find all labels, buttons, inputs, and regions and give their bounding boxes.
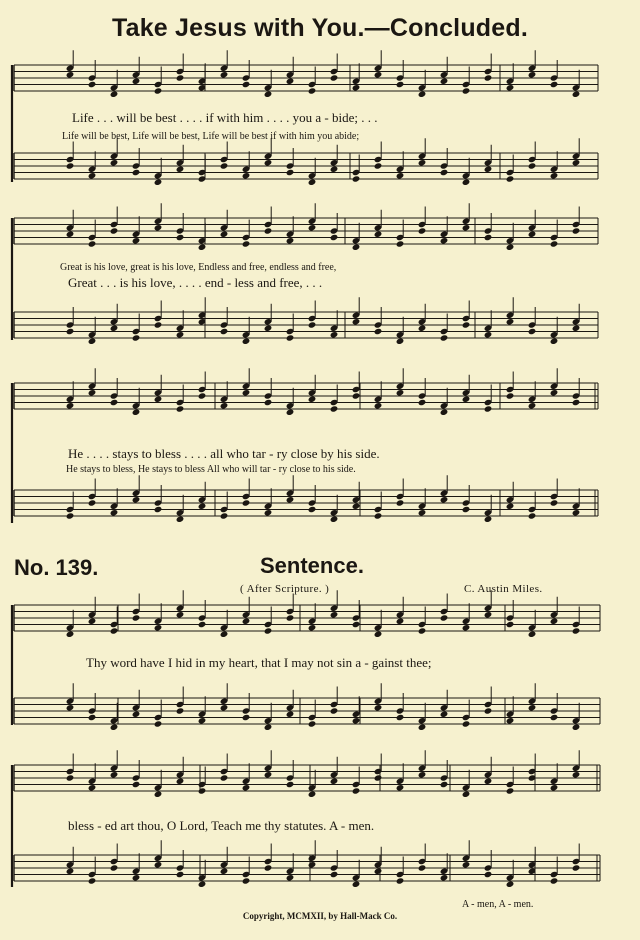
note-head [308, 321, 317, 328]
note-head [418, 864, 427, 871]
note-head [330, 234, 339, 241]
system-1-treble-lyrics: Life . . . will be best . . . . if with him . . . . you a - bide; . . . [72, 110, 378, 125]
note-head [132, 781, 141, 788]
source-credit: ( After Scripture. ) [240, 583, 330, 595]
note-head [440, 781, 449, 788]
note-head [220, 328, 229, 335]
note-head [154, 87, 163, 94]
note-head [264, 227, 273, 234]
note-head [484, 516, 493, 523]
note-head [374, 868, 383, 875]
note-head [506, 621, 515, 628]
note-head [66, 328, 75, 335]
note-head [308, 224, 317, 231]
system-4-lyrics: Thy word have I hid in my heart, that I may not sin a - gainst thee; [86, 655, 432, 670]
note-head [506, 318, 515, 325]
note-head [330, 74, 339, 81]
note-head [462, 624, 471, 631]
note-head [176, 331, 185, 338]
note-head [132, 614, 141, 621]
system-1-bass-lyrics: Life will be best, Life will be best, Life will be best if with him you abide; [62, 131, 360, 142]
note-head [132, 169, 141, 176]
note-head [484, 405, 493, 412]
note-head [330, 516, 339, 523]
note-head [330, 707, 339, 714]
system-5-bass-lyrics: A - men, A - men. [462, 899, 534, 910]
note-head [308, 179, 317, 186]
note-head [88, 784, 97, 791]
note-head [286, 614, 295, 621]
note-head [110, 399, 119, 406]
note-head [506, 244, 515, 251]
note-head [176, 611, 185, 618]
note-head [506, 717, 515, 724]
note-head [88, 172, 97, 179]
note-head [506, 503, 515, 510]
note-head [154, 179, 163, 186]
note-head [286, 496, 295, 503]
note-head [198, 787, 207, 794]
note-head [572, 325, 581, 332]
note-head [132, 237, 141, 244]
note-head [396, 389, 405, 396]
note-head [484, 331, 493, 338]
note-head [308, 87, 317, 94]
note-head [572, 864, 581, 871]
note-head [352, 881, 361, 888]
note-head [176, 707, 185, 714]
note-head [484, 166, 493, 173]
note-head [550, 618, 559, 625]
note-head [286, 711, 295, 718]
note-head [352, 717, 361, 724]
note-head [374, 704, 383, 711]
note-head [110, 227, 119, 234]
note-head [154, 321, 163, 328]
note-head [154, 224, 163, 231]
hymn-title: Sentence. [260, 553, 364, 578]
note-head [330, 166, 339, 173]
note-head [506, 881, 515, 888]
note-head [396, 172, 405, 179]
note-head [396, 877, 405, 884]
note-head [110, 771, 119, 778]
note-head [154, 396, 163, 403]
note-head [66, 631, 75, 638]
note-head [154, 861, 163, 868]
note-head [440, 874, 449, 881]
note-head [396, 240, 405, 247]
note-head [396, 81, 405, 88]
note-head [440, 169, 449, 176]
note-head [506, 392, 515, 399]
note-head [462, 720, 471, 727]
note-head [242, 389, 251, 396]
note-head [374, 231, 383, 238]
note-head [396, 714, 405, 721]
note-head [66, 71, 75, 78]
note-head [352, 244, 361, 251]
note-head [484, 234, 493, 241]
note-head [220, 512, 229, 519]
note-head [462, 179, 471, 186]
note-head [418, 627, 427, 634]
note-head [220, 631, 229, 638]
note-head [66, 868, 75, 875]
note-head [132, 409, 141, 416]
note-head [286, 409, 295, 416]
note-head [352, 392, 361, 399]
note-head [396, 338, 405, 345]
note-head [352, 621, 361, 628]
note-head [176, 516, 185, 523]
note-head [418, 399, 427, 406]
note-head [572, 724, 581, 731]
note-head [264, 91, 273, 98]
note-head [572, 627, 581, 634]
note-head [374, 774, 383, 781]
note-head [374, 71, 383, 78]
note-head [352, 175, 361, 182]
system-3-bass-lyrics: He stays to bless, He stays to bless All who will tar - ry close to his side. [66, 464, 356, 475]
note-head [528, 328, 537, 335]
note-head [396, 618, 405, 625]
note-head [88, 714, 97, 721]
note-head [308, 396, 317, 403]
system-2-bass-lyrics: Great . . . is his love, . . . . end - less and free, . . . [68, 275, 323, 290]
note-head [242, 81, 251, 88]
note-head [528, 704, 537, 711]
note-head [572, 159, 581, 166]
note-head [66, 231, 75, 238]
note-head [462, 506, 471, 513]
note-head [528, 512, 537, 519]
note-head [176, 234, 185, 241]
note-head [264, 724, 273, 731]
note-head [440, 78, 449, 85]
note-head [88, 618, 97, 625]
note-head [176, 405, 185, 412]
note-head [374, 512, 383, 519]
note-head [374, 402, 383, 409]
note-head [528, 231, 537, 238]
note-head [330, 331, 339, 338]
note-head [506, 84, 515, 91]
note-head [462, 396, 471, 403]
note-head [110, 627, 119, 634]
note-head [132, 78, 141, 85]
note-head [176, 74, 185, 81]
note-head [396, 784, 405, 791]
note-head [528, 402, 537, 409]
note-head [154, 506, 163, 513]
note-head [154, 624, 163, 631]
note-head [286, 781, 295, 788]
note-head [330, 611, 339, 618]
note-head [66, 512, 75, 519]
note-head [550, 81, 559, 88]
note-head [484, 611, 493, 618]
note-head [110, 91, 119, 98]
note-head [88, 389, 97, 396]
note-head [352, 318, 361, 325]
note-head [198, 503, 207, 510]
note-head [220, 231, 229, 238]
note-head [440, 334, 449, 341]
note-head [110, 509, 119, 516]
note-head [550, 172, 559, 179]
note-head [418, 159, 427, 166]
note-head [176, 778, 185, 785]
note-head [462, 791, 471, 798]
note-head [528, 162, 537, 169]
note-head [242, 618, 251, 625]
note-head [88, 877, 97, 884]
page-title: Take Jesus with You.—Concluded. [111, 14, 528, 42]
note-head [506, 787, 515, 794]
note-head [440, 237, 449, 244]
note-head [572, 771, 581, 778]
note-head [242, 240, 251, 247]
copyright-line: Copyright, MCMXII, by Hall-Mack Co. [242, 911, 398, 921]
note-head [264, 159, 273, 166]
note-head [220, 402, 229, 409]
note-head [440, 711, 449, 718]
note-head [352, 787, 361, 794]
note-head [374, 162, 383, 169]
note-head [220, 704, 229, 711]
note-head [242, 172, 251, 179]
note-head [264, 399, 273, 406]
note-head [220, 868, 229, 875]
note-head [264, 864, 273, 871]
note-head [110, 325, 119, 332]
note-head [374, 328, 383, 335]
note-head [550, 499, 559, 506]
note-head [484, 871, 493, 878]
note-head [88, 338, 97, 345]
note-head [286, 237, 295, 244]
note-head [550, 389, 559, 396]
note-head [572, 399, 581, 406]
note-head [418, 91, 427, 98]
note-head [198, 881, 207, 888]
note-head [242, 784, 251, 791]
hymn-number: No. 139. [14, 555, 99, 580]
note-head [286, 874, 295, 881]
note-head [242, 338, 251, 345]
note-head [220, 162, 229, 169]
note-head [154, 791, 163, 798]
note-head [484, 707, 493, 714]
note-head [110, 159, 119, 166]
note-head [110, 864, 119, 871]
note-head [352, 503, 361, 510]
note-head [88, 81, 97, 88]
note-head [308, 506, 317, 513]
note-head [286, 334, 295, 341]
note-head [242, 499, 251, 506]
note-head [198, 621, 207, 628]
note-head [110, 724, 119, 731]
note-head [242, 877, 251, 884]
note-head [352, 84, 361, 91]
note-head [66, 704, 75, 711]
note-head [550, 338, 559, 345]
note-head [242, 714, 251, 721]
note-head [418, 227, 427, 234]
note-head [418, 509, 427, 516]
note-head [66, 162, 75, 169]
note-head [308, 861, 317, 868]
note-head [462, 224, 471, 231]
note-head [550, 784, 559, 791]
note-head [528, 71, 537, 78]
note-head [462, 87, 471, 94]
note-head [66, 402, 75, 409]
note-head [198, 392, 207, 399]
note-head [264, 325, 273, 332]
note-head [286, 169, 295, 176]
note-head [330, 778, 339, 785]
note-head [572, 91, 581, 98]
note-head [286, 78, 295, 85]
note-head [440, 409, 449, 416]
note-head [264, 771, 273, 778]
note-head [418, 771, 427, 778]
note-head [88, 240, 97, 247]
note-head [264, 509, 273, 516]
note-head [484, 778, 493, 785]
composer-credit: C. Austin Miles. [464, 583, 543, 595]
note-head [396, 499, 405, 506]
system-5-lyrics: bless - ed art thou, O Lord, Teach me thy statutes. A - men. [68, 818, 375, 833]
note-head [220, 71, 229, 78]
note-head [66, 774, 75, 781]
note-head [132, 334, 141, 341]
note-head [506, 175, 515, 182]
note-head [220, 774, 229, 781]
note-head [550, 240, 559, 247]
note-head [330, 405, 339, 412]
system-3-treble-lyrics: He . . . . stays to bless . . . . all who tar - ry close by his side. [68, 446, 380, 461]
note-head [440, 496, 449, 503]
note-head [418, 724, 427, 731]
note-head [308, 791, 317, 798]
note-head [88, 499, 97, 506]
note-head [528, 631, 537, 638]
note-head [330, 871, 339, 878]
note-head [484, 74, 493, 81]
note-head [572, 509, 581, 516]
note-head [154, 720, 163, 727]
note-head [132, 874, 141, 881]
note-head [374, 631, 383, 638]
note-head [308, 624, 317, 631]
note-head [418, 325, 427, 332]
note-head [198, 717, 207, 724]
note-head [132, 496, 141, 503]
note-head [572, 227, 581, 234]
note-head [462, 321, 471, 328]
note-head [264, 627, 273, 634]
note-head [308, 720, 317, 727]
system-2-treble-lyrics: Great is his love, great is his love, Endless and free, endless and free, [60, 262, 337, 273]
note-head [132, 711, 141, 718]
note-head [440, 614, 449, 621]
note-head [176, 871, 185, 878]
note-head [550, 877, 559, 884]
note-head [550, 714, 559, 721]
note-head [176, 166, 185, 173]
note-head [198, 244, 207, 251]
note-head [462, 861, 471, 868]
